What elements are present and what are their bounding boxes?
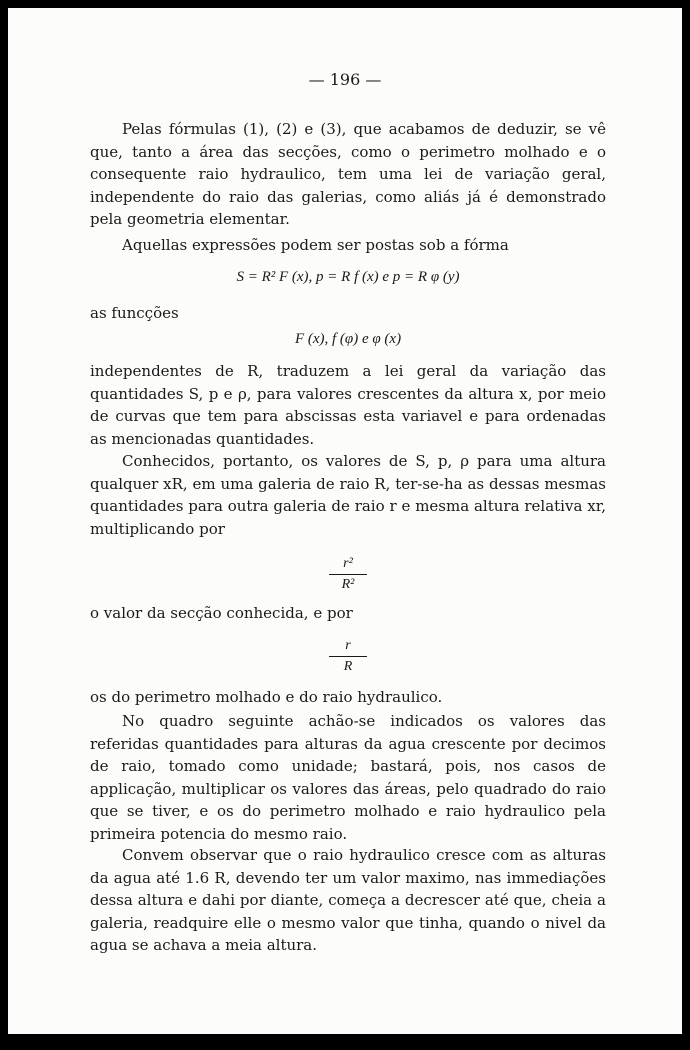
paragraph-6-block xyxy=(90,602,606,625)
formula-1: S = R² F (x), p = R f (x) e p = R φ (y) xyxy=(236,269,460,285)
paragraph-4-block xyxy=(90,360,606,450)
text-convem: Convem observar que o raio hydraulico cresce com as alturas da agua até 1.6 R, devendo ter um valor maximo, nas immediações dessa altura e dahi por diante, começa a decrescer até que, cheia a galeria, readquire elle o mesmo valor que tinha, quando o nivel da agua se achava a meia altura. xyxy=(90,846,606,954)
fraction-1 xyxy=(90,556,606,593)
fraction-1-numerator: r² xyxy=(343,556,353,571)
document-page xyxy=(8,8,682,1034)
formula-2: F (x), f (φ) e φ (x) xyxy=(294,331,402,347)
text-perimetro: os do perimetro molhado e do raio hydraulico. xyxy=(90,688,443,706)
paragraph-1 xyxy=(90,118,606,231)
paragraph-9-block xyxy=(90,844,606,957)
fraction-2 xyxy=(90,638,606,675)
text-formulas-intro: Pelas fórmulas (1), (2) e (3), que acabamos de deduzir, se vê que, tanto a área das secções, como o perimetro molhado e o consequente raio hydraulico, tem uma lei de variação geral, independente do raio das galerias, como aliás já é demonstrado pela geometria elementar. xyxy=(90,120,606,228)
fraction-2-bar xyxy=(329,656,367,657)
paragraph-2-block xyxy=(90,234,606,257)
text-funccoes: as funcções xyxy=(90,304,179,322)
text-conhecidos: Conhecidos, portanto, os valores de S, p, ρ para uma altura qualquer xR, em uma galeria de raio R, ter-se-ha as dessas mesmas quantidades para outra galeria de raio r e mesma altura relativa xr, multiplicando por xyxy=(90,452,606,538)
paragraph-8-block xyxy=(90,710,606,845)
fraction-2-block xyxy=(90,638,606,675)
formula-1-block xyxy=(90,266,606,289)
fraction-1-block xyxy=(90,556,606,593)
paragraph-5-block xyxy=(90,450,606,540)
text-quadro: No quadro seguinte achão-se indicados os valores das referidas quantidades para alturas da agua crescente por decimos de raio, tomado como unidade; bastará, pois, nos casos de applicação, multiplicar os valores das áreas, pelo quadrado do raio que se tiver, e os do perimetro molhado e raio hydraulico pela primeira potencia do mesmo raio. xyxy=(90,712,606,843)
page-number: — 196 — xyxy=(308,70,382,89)
fraction-1-denominator: R² xyxy=(341,577,355,592)
formula-2-block xyxy=(90,328,606,351)
paragraph-7-block xyxy=(90,686,606,709)
text-valor-seccao: o valor da secção conhecida, e por xyxy=(90,604,353,622)
fraction-1-bar xyxy=(329,574,367,575)
text-expressions: Aquellas expressões podem ser postas sob a fórma xyxy=(122,236,509,254)
paragraph-3-block xyxy=(90,302,606,325)
fraction-2-numerator: r xyxy=(345,638,351,653)
text-independentes: independentes de R, traduzem a lei geral da variação das quantidades S, p e ρ, para valores crescentes da altura x, por meio de curvas que tem para abscissas esta variavel e para ordenadas as mencionadas quantidades. xyxy=(90,362,606,448)
fraction-2-denominator: R xyxy=(343,659,353,674)
